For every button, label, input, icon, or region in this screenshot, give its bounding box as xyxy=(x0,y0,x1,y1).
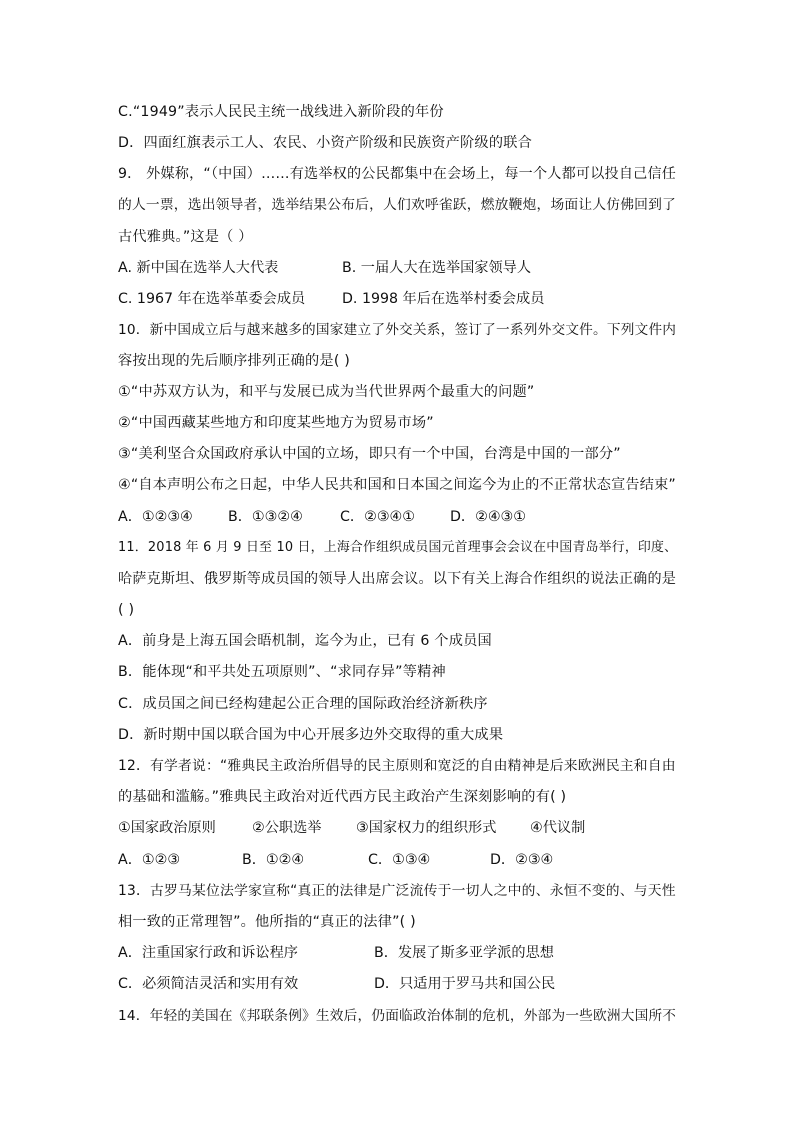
q13-stem-line-1: 13．古罗马某位法学家宣称“真正的法律是广泛流传于一切人之中的、永恒不变的、与天性 xyxy=(118,883,676,899)
q10-item-2: ②“中国西藏某些地方和印度某些地方为贸易市场” xyxy=(118,415,434,431)
q11-option-d: D．新时期中国以联合国为中心开展多边外交取得的重大成果 xyxy=(118,727,504,743)
q12-option-c: C．①③④ xyxy=(368,852,431,868)
q9-option-b: B. 一届人大在选举国家领导人 xyxy=(342,260,532,276)
q13-option-c: C．必须简洁灵活和实用有效 xyxy=(118,976,299,992)
q10-item-4: ④“自本声明公布之日起，中华人民共和国和日本国之间迄今为止的不正常状态宣告结束” xyxy=(118,477,676,493)
q12-option-a: A．①②③ xyxy=(118,852,181,868)
q13-option-b: B．发展了斯多亚学派的思想 xyxy=(374,945,554,961)
q12-option-d: D．②③④ xyxy=(490,852,554,868)
q10-stem-line-1: 10．新中国成立后与越来越多的国家建立了外交关系，签订了一系列外交文件。下列文件内 xyxy=(118,322,677,338)
q12-item-3: ③国家权力的组织形式 xyxy=(356,820,497,836)
q8-option-c: C.“1949”表示人民民主统一战线进入新阶段的年份 xyxy=(118,104,444,120)
q10-option-c: C．②③④① xyxy=(340,509,415,525)
q11-stem-line-1: 11．2018 年 6 月 9 日至 10 日，上海合作组织成员国元首理事会会议在中国青岛举行，印度、 xyxy=(118,540,678,555)
q11-option-a: A．前身是上海五国会晤机制，迄今为止，已有 6 个成员国 xyxy=(118,633,492,649)
q10-option-d: D．②④③① xyxy=(450,509,526,525)
q14-stem-line-1: 14．年轻的美国在《邦联条例》生效后，仍面临政治体制的危机，外部为一些欧洲大国所不 xyxy=(118,1008,677,1024)
q10-option-a: A．①②③④ xyxy=(118,509,193,525)
q10-option-b: B．①③②④ xyxy=(228,509,303,525)
q9-option-d: D. 1998 年后在选举村委会成员 xyxy=(342,291,545,307)
q11-option-c: C．成员国之间已经构建起公正合理的国际政治经济新秩序 xyxy=(118,696,488,712)
q9-option-c: C. 1967 年在选举革委会成员 xyxy=(118,291,306,307)
q12-stem-line-2: 的基础和滥觞。”雅典民主政治对近代西方民主政治产生深刻影响的有( ) xyxy=(118,789,567,805)
q9-stem-line-2: 的人一票，选出领导者，选举结果公布后，人们欢呼雀跃，燃放鞭炮，场面让人仿佛回到了 xyxy=(118,197,677,213)
q10-item-3: ③“美利坚合众国政府承认中国的立场，即只有一个中国，台湾是中国的一部分” xyxy=(118,446,621,462)
q12-item-4: ④代议制 xyxy=(530,820,586,836)
q9-stem-line-1: 9． 外媒称，“（中国）……有选举权的公民都集中在会场上，每一个人都可以投自己信任 xyxy=(118,166,677,182)
q12-option-b: B．①②④ xyxy=(242,852,305,868)
q9-option-a: A. 新中国在选举人大代表 xyxy=(118,260,279,276)
q12-stem-line-1: 12．有学者说：“雅典民主政治所倡导的民主原则和宽泛的自由精神是后来欧洲民主和自由 xyxy=(118,758,676,774)
q12-item-2: ②公职选举 xyxy=(252,820,322,836)
q8-option-d: D．四面红旗表示工人、农民、小资产阶级和民族资产阶级的联合 xyxy=(118,135,532,151)
q10-stem-line-2: 容按出现的先后顺序排列正确的是( ) xyxy=(118,353,350,369)
q11-option-b: B．能体现“和平共处五项原则”、“求同存异”等精神 xyxy=(118,664,446,680)
q13-option-d: D．只适用于罗马共和国公民 xyxy=(374,976,556,992)
q12-item-1: ①国家政治原则 xyxy=(118,820,216,836)
q13-stem-line-2: 相一致的正常理智”。他所指的“真正的法律”( ) xyxy=(118,914,416,930)
q13-option-a: A．注重国家行政和诉讼程序 xyxy=(118,945,298,961)
q11-stem-line-3: ( ) xyxy=(118,602,135,618)
q9-stem-line-3: 古代雅典。”这是（ ） xyxy=(118,229,253,245)
q11-stem-line-2: 哈萨克斯坦、俄罗斯等成员国的领导人出席会议。以下有关上海合作组织的说法正确的是 xyxy=(118,571,677,587)
q10-item-1: ①“中苏双方认为，和平与发展已成为当代世界两个最重大的问题” xyxy=(118,384,535,400)
